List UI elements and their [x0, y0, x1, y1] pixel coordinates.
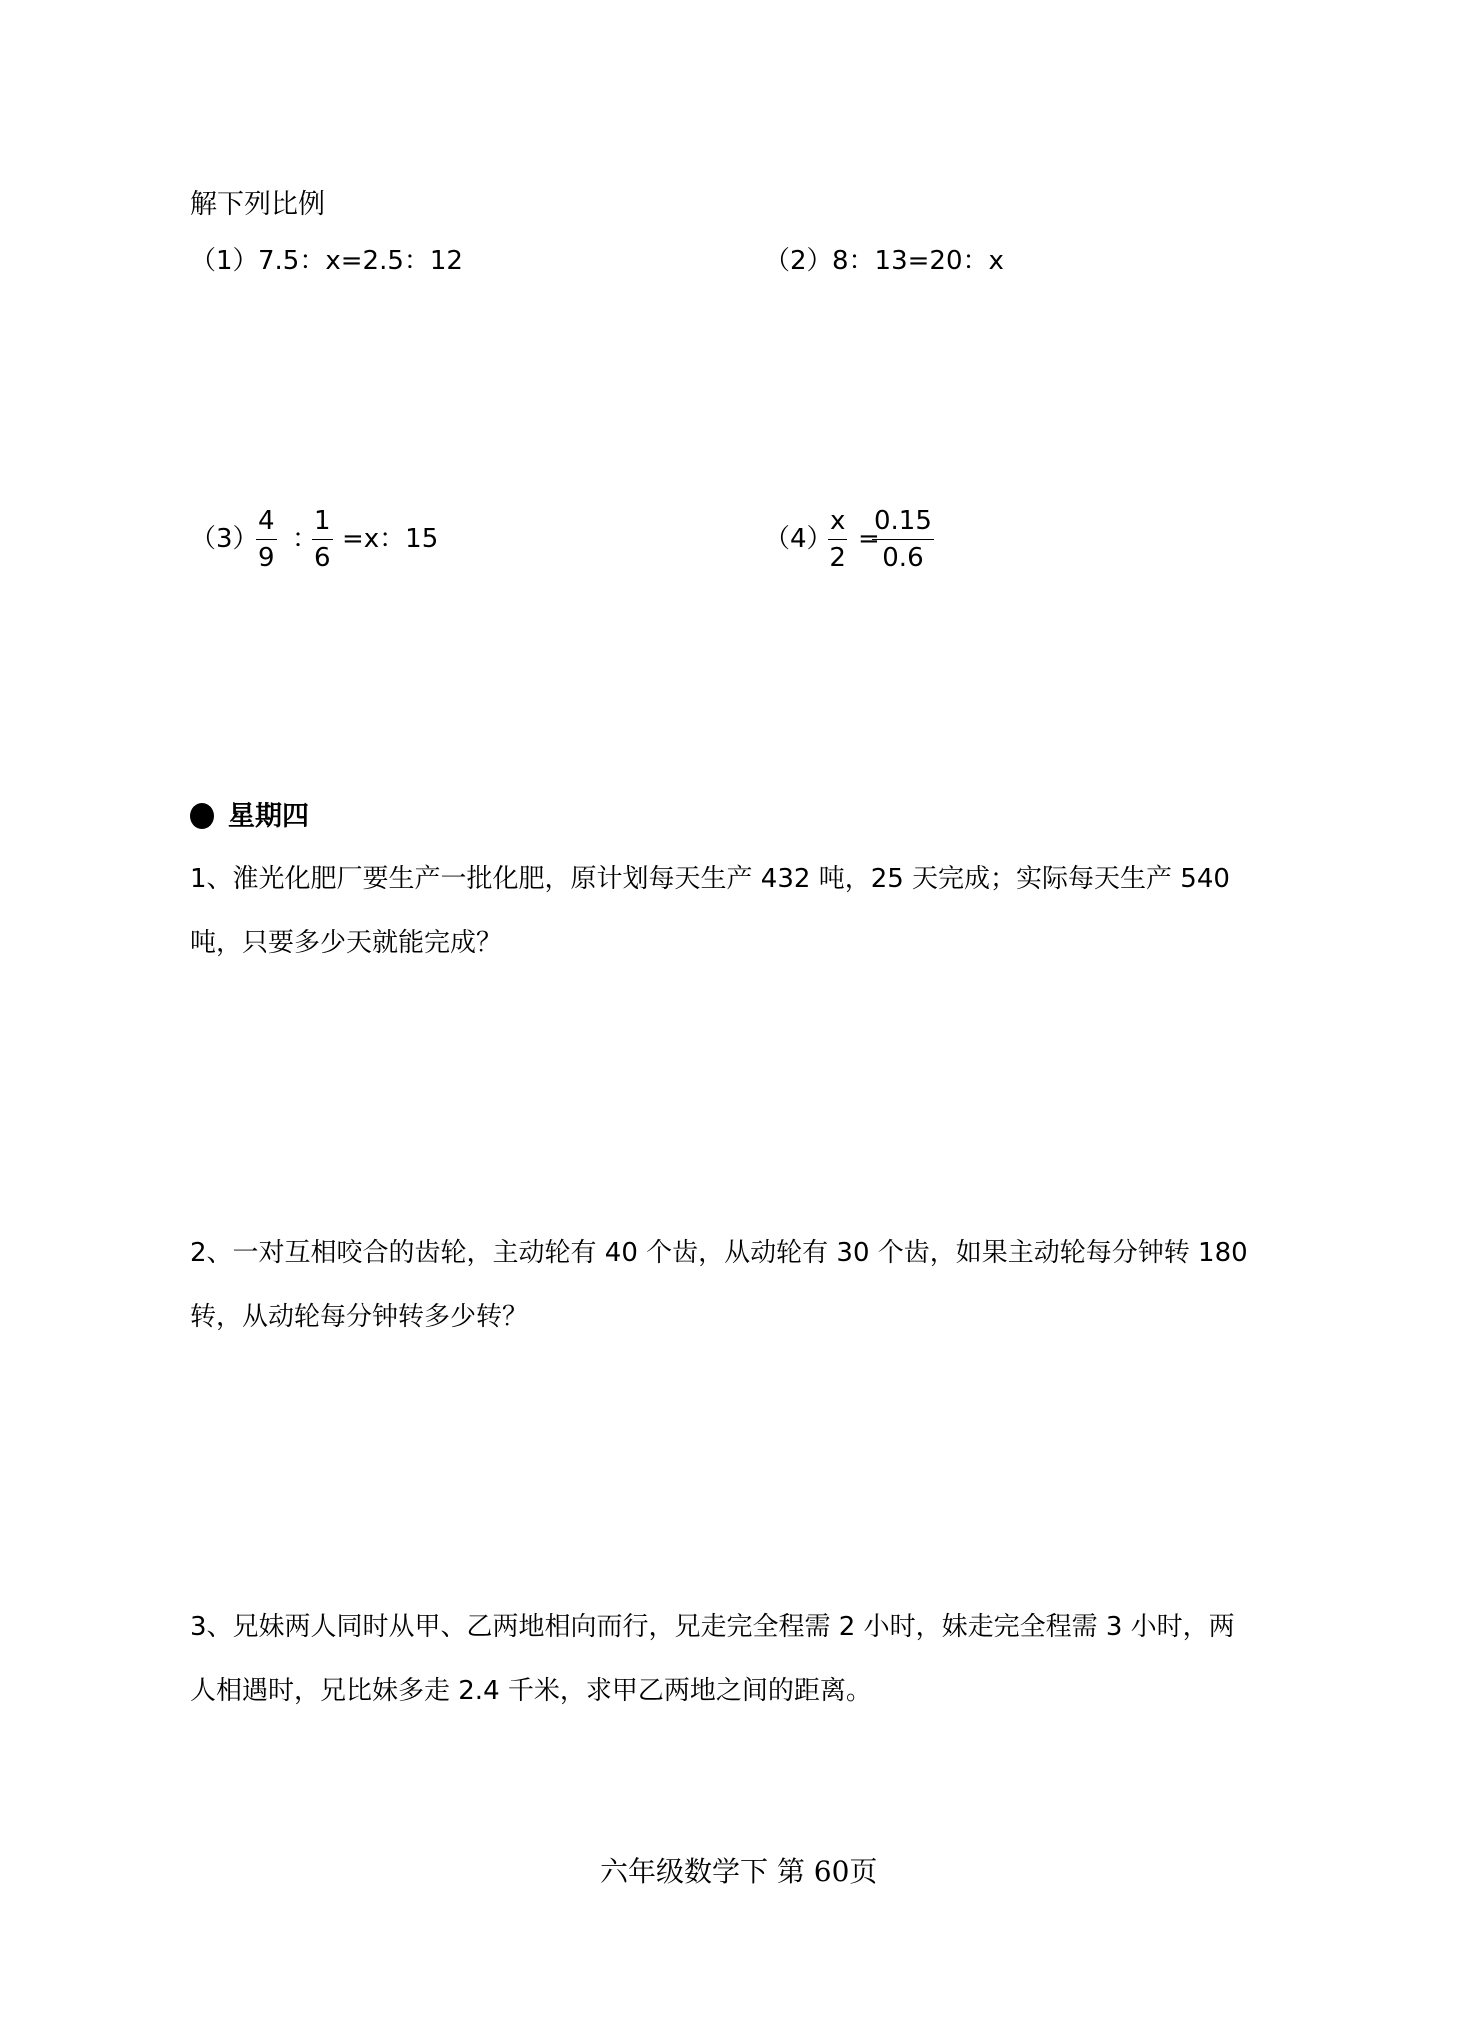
fraction-denominator: 2 [829, 543, 846, 573]
fraction-denominator: 0.6 [882, 543, 924, 573]
question-1-line-2: 吨，只要多少天就能完成？ [190, 928, 503, 958]
question-2-line-1: 2、一对互相咬合的齿轮，主动轮有 40 个齿，从动轮有 30 个齿，如果主动轮每分钟转 180 [190, 1238, 1248, 1268]
problem-2-expression: 8：13=20：x [832, 246, 1004, 276]
problem-3-rest: =x：15 [342, 524, 439, 554]
problem-1-label: （1） [190, 246, 259, 276]
fraction-numerator: 0.15 [874, 506, 932, 536]
fraction-bar [312, 539, 333, 540]
fraction-bar [828, 539, 847, 540]
fraction-bar [256, 539, 277, 540]
problem-4-label: （4） [764, 524, 833, 554]
section-heading-thursday [190, 802, 309, 832]
problem-3-fraction-2 [312, 506, 333, 573]
fraction-denominator: 6 [314, 543, 331, 573]
problem-3-label: （3） [190, 524, 259, 554]
problem-3-ratio-sign: ： [292, 524, 319, 554]
problem-4-equals: = [858, 524, 880, 554]
problem-4-fraction-2 [872, 506, 934, 573]
fraction-bar [872, 539, 934, 540]
problem-2-label: （2） [764, 246, 833, 276]
section-title-proportion: 解下列比例 [190, 189, 325, 220]
question-3-line-1: 3、兄妹两人同时从甲、乙两地相向而行，兄走完全程需 2 小时，妹走完全程需 3 小时，两 [190, 1612, 1235, 1642]
fraction-numerator: 1 [314, 506, 331, 536]
question-3-line-2: 人相遇时，兄比妹多走 2.4 千米，求甲乙两地之间的距离。 [190, 1676, 872, 1706]
section-heading-text: 星期四 [228, 801, 309, 832]
bullet-icon [190, 803, 214, 829]
fraction-numerator: 4 [258, 506, 275, 536]
problem-4-fraction-1 [828, 506, 847, 573]
question-1-line-1: 1、淮光化肥厂要生产一批化肥，原计划每天生产 432 吨，25 天完成；实际每天生产 540 [190, 864, 1230, 894]
question-2-line-2: 转，从动轮每分钟转多少转？ [190, 1302, 529, 1332]
problem-3-fraction-1 [256, 506, 277, 573]
page-footer: 六年级数学下 第 60页 [600, 1855, 878, 1888]
fraction-denominator: 9 [258, 543, 275, 573]
fraction-numerator: x [830, 506, 846, 536]
problem-1-expression: 7.5：x=2.5：12 [258, 246, 463, 276]
